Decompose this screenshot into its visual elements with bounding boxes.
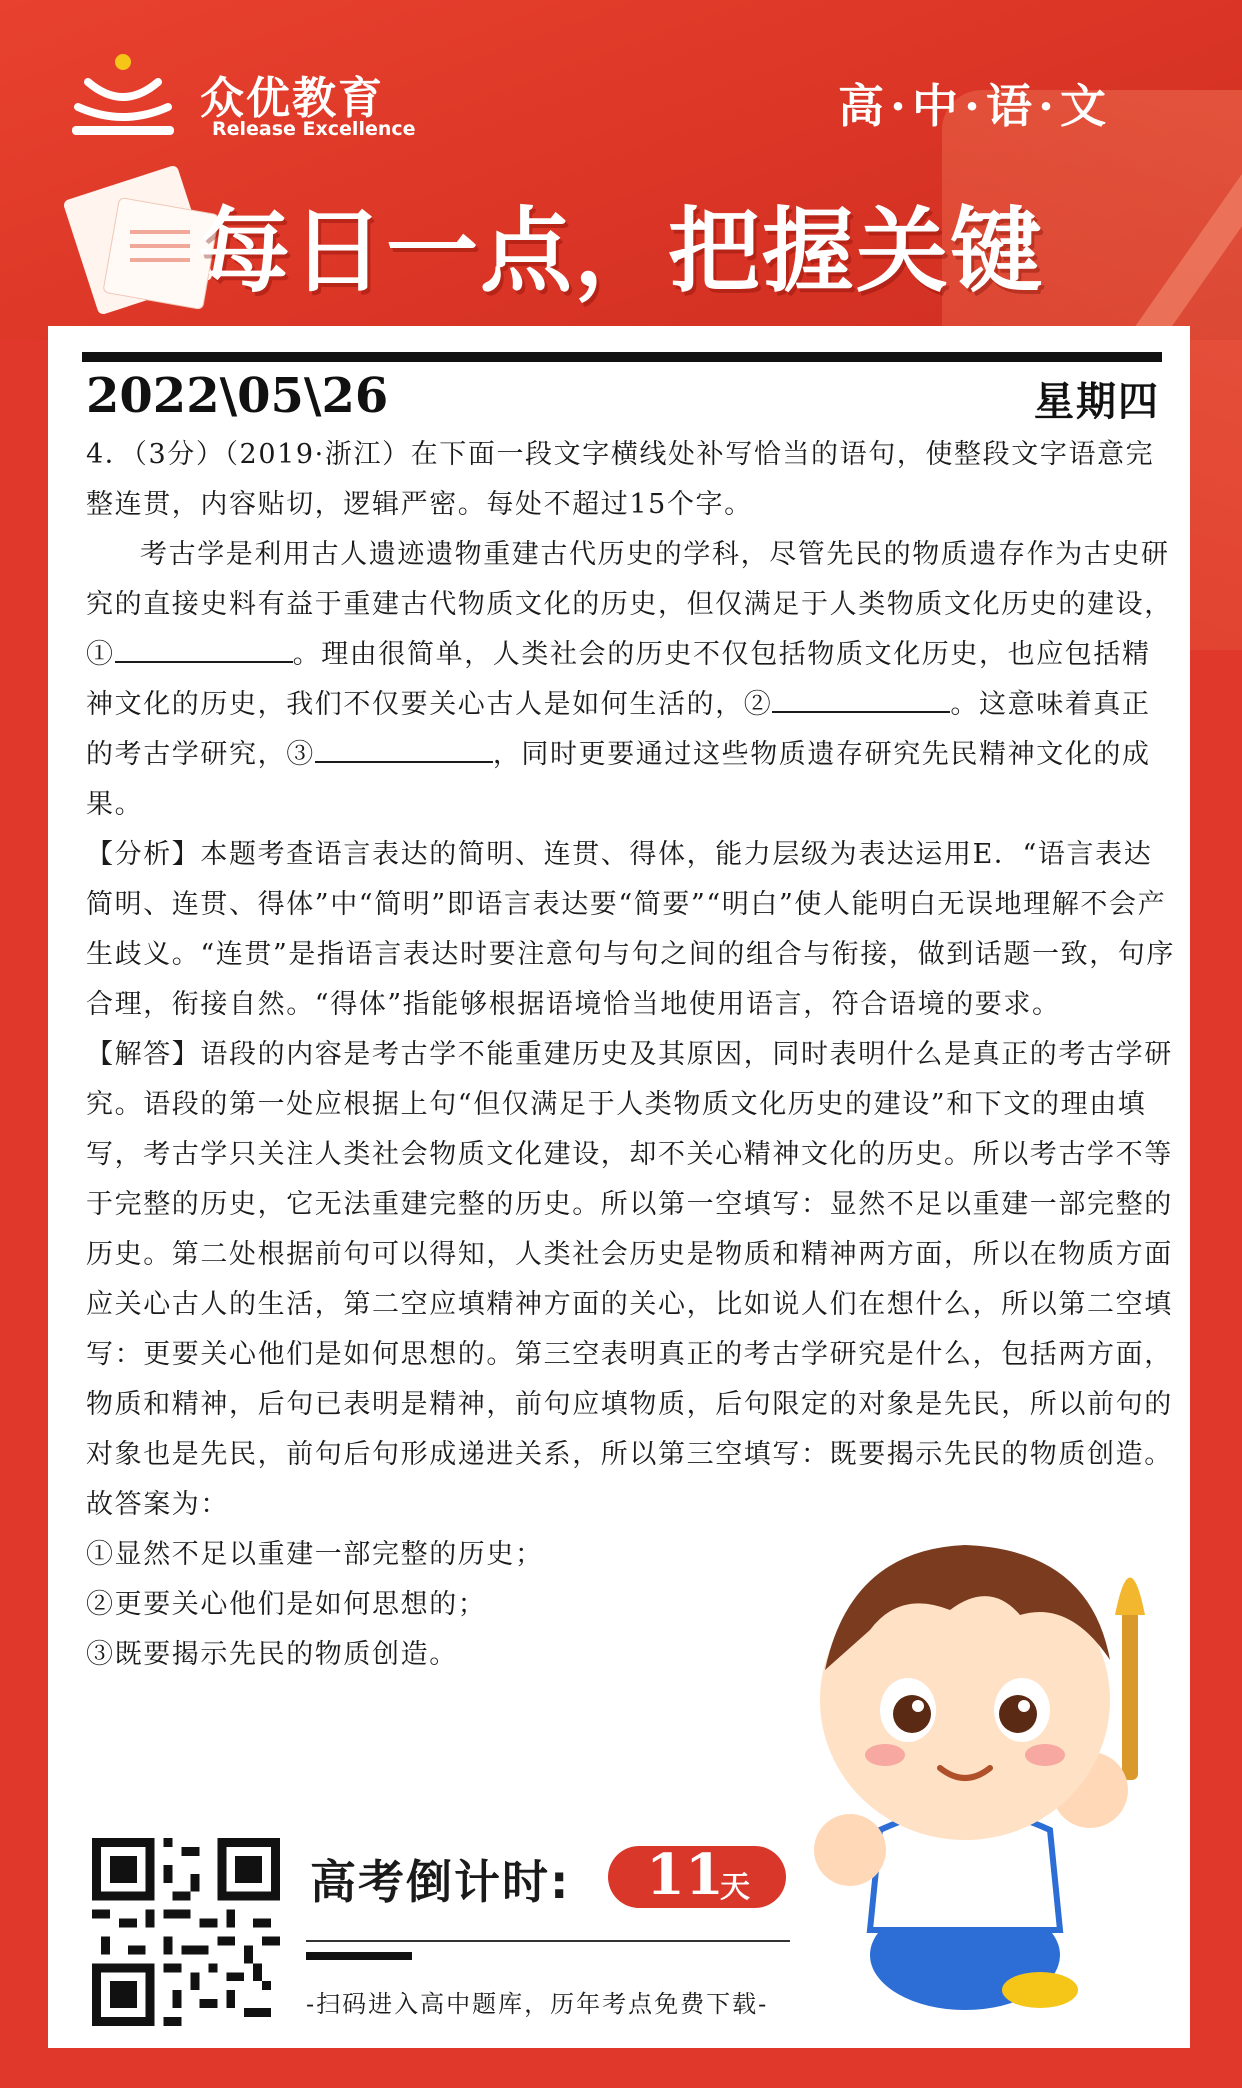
footer-accent-bar — [306, 1952, 412, 1960]
question-prompt: 4．（3分）（2019·浙江）在下面一段文字横线处补写恰当的语句，使整段文字语意完整连贯，内容贴切，逻辑严密。每处不超过15个字。 — [86, 439, 1155, 520]
answer-blank-1 — [115, 633, 293, 663]
footer-tagline: -扫码进入高中题库，历年考点免费下载- — [306, 1990, 769, 2018]
passage-part-a: 考古学是利用古人遗迹遗物重建古代历史的学科，尽管先民的物质遗存作为古史研究的直接史料有益于重建古代物质文化的历史，但仅满足于人类物质文化历史的建设，① — [86, 539, 1173, 670]
answer-2: ②更要关心他们是如何思想的； — [86, 1589, 487, 1620]
footer-divider — [306, 1940, 790, 1942]
divider-bar — [82, 352, 1162, 362]
brand-logo-icon — [68, 52, 178, 144]
countdown-label: 高考倒计时: — [310, 1855, 571, 1909]
answer-blank-3 — [315, 733, 493, 763]
date-label: 2022\05\26 — [86, 368, 389, 424]
subject-title: 高·中·语·文 — [838, 79, 1113, 133]
brand-slogan: Release Excellence — [212, 118, 416, 140]
answer-1: ①显然不足以重建一部完整的历史； — [86, 1539, 544, 1570]
mascot-illustration-icon — [790, 1500, 1190, 2020]
headline: 每日一点，把握关键 — [198, 198, 1045, 305]
qr-code-icon[interactable] — [92, 1838, 280, 2026]
countdown-days: 11 — [646, 1842, 724, 1908]
answer-3: ③既要揭示先民的物质创造。 — [86, 1639, 458, 1670]
decorative-paper-lines — [130, 230, 190, 234]
passage-part-c: 。这意味着真正的考古学研究，③ — [86, 689, 1151, 770]
solution-paragraph: 【解答】语段的内容是考古学不能重建历史及其原因，同时表明什么是真正的考古学研究。语段的第一处应根据上句“但仅满足于人类物质文化历史的建设”和下文的理由填写，考古学只关注人类社会物质文化建设，却不关心精神文化的历史。所以考古学不等于完整的历史，它无法重建完整的历史。所以第一空填写：显然不足以重建一部完整的历史。第二处根据前句可以得知，人类社会历史是物质和精神两方面，所以在物质方面应关心古人的生活，第二空应填精神方面的关心，比如说人们在想什么，所以第二空填写：更要关心他们是如何思想的。第三空表明真正的考古学研究是什么，包括两方面，物质和精神，后句已表明是精神，前句应填物质，后句限定的对象是先民，所以前句的对象也是先民，前句后句形成递进关系，所以第三空填写：既要揭示先民的物质创造。 — [86, 1039, 1173, 1470]
countdown-unit: 天 — [720, 1870, 750, 1905]
answers-intro: 故答案为： — [86, 1489, 229, 1520]
passage-part-b: 。理由很简单，人类社会的历史不仅包括物质文化历史，也应包括精神文化的历史，我们不仅要关心古人是如何生活的，② — [86, 639, 1151, 720]
passage-part-d: ，同时更要通过这些物质遗存研究先民精神文化的成果。 — [86, 739, 1151, 820]
answer-blank-2 — [772, 683, 950, 713]
analysis-paragraph: 【分析】本题考查语言表达的简明、连贯、得体，能力层级为表达运用E．“语言表达简明、连贯、得体”中“简明”即语言表达要“简要”“明白”使人能明白无误地理解不会产生歧义。“连贯”是指语言表达时要注意句与句之间的组合与衔接，做到话题一致，句序合理，衔接自然。“得体”指能够根据语境恰当地使用语言，符合语境的要求。 — [86, 839, 1176, 1020]
weekday-label: 星期四 — [1034, 378, 1160, 425]
question-passage — [86, 530, 1176, 830]
brand-name: 众优教育 — [200, 73, 384, 124]
article-body — [86, 430, 1176, 1680]
